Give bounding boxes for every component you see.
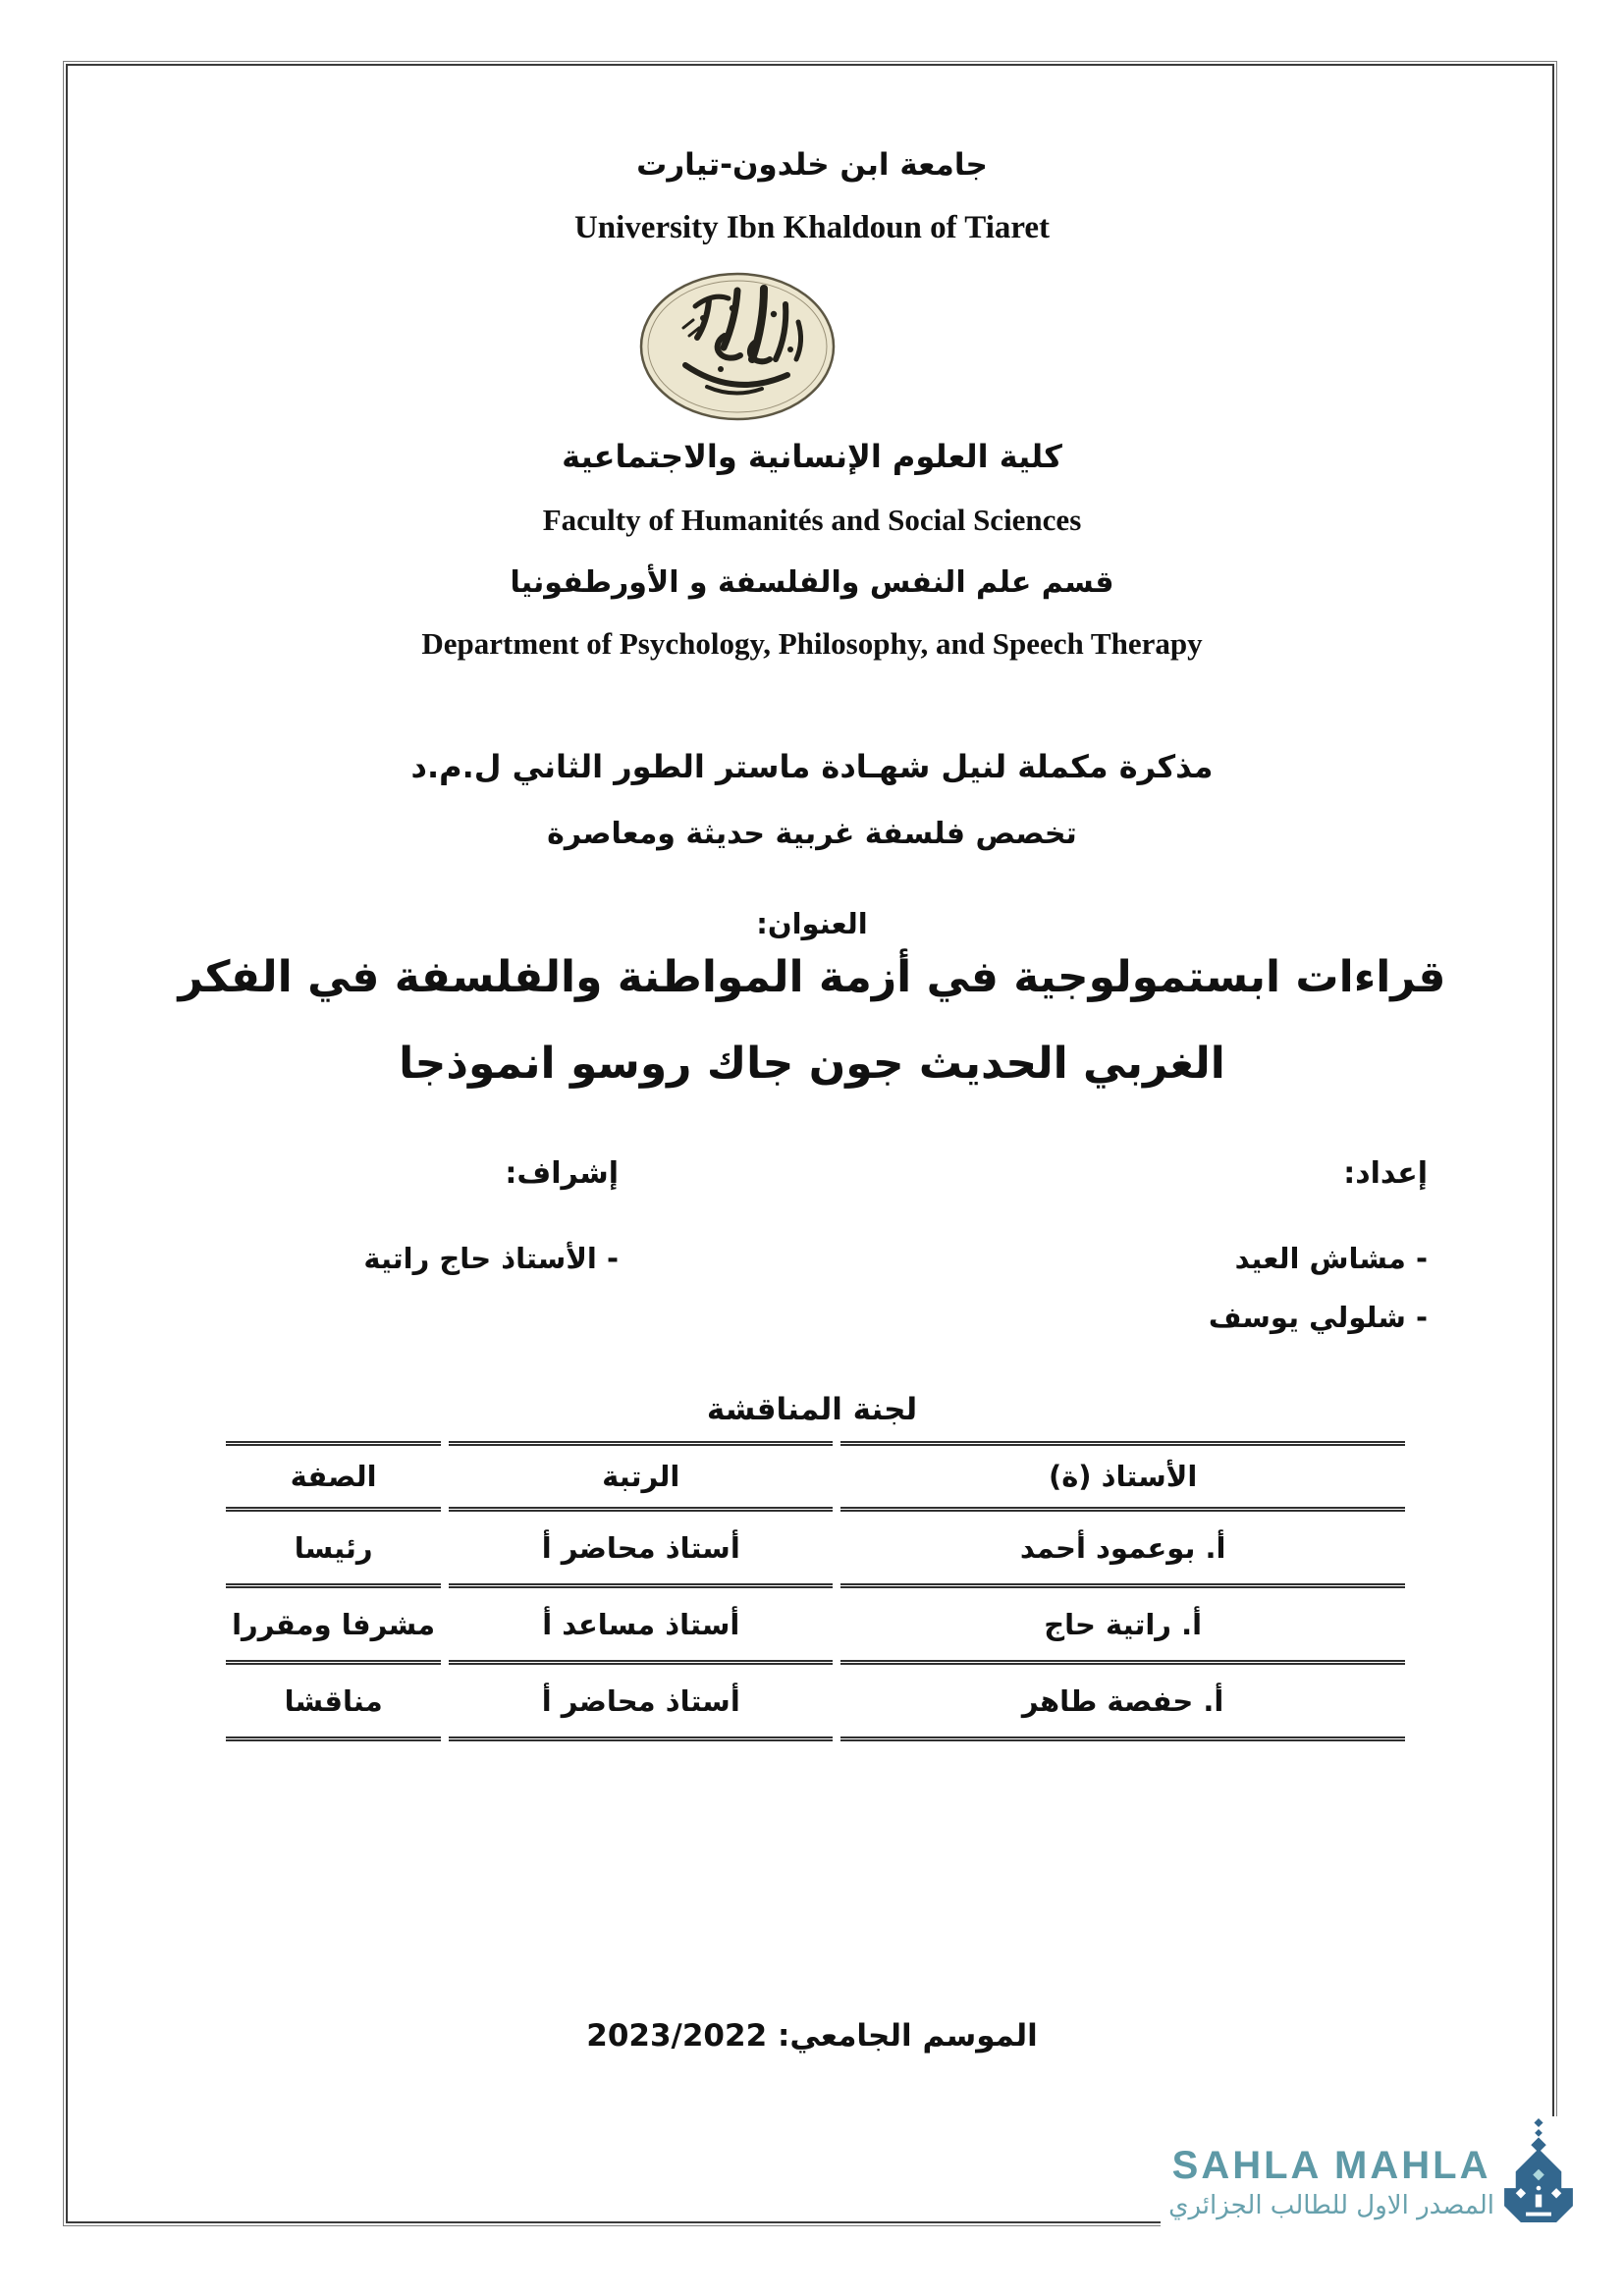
column-header-professor: الأستاذ (ة) (840, 1441, 1405, 1512)
committee-row-3 (226, 1665, 1405, 1741)
committee-cell-rank: أستاذ محاضر أ (449, 1512, 833, 1588)
committee-row-1 (226, 1512, 1405, 1588)
department-name-arabic: قسم علم النفس والفلسفة و الأورطفونيا (510, 565, 1114, 600)
committee-row-2 (226, 1588, 1405, 1665)
committee-cell-professor: أ. راتية حاج (840, 1588, 1405, 1665)
title-label: العنوان: (756, 907, 868, 940)
university-name-english: University Ibn Khaldoun of Tiaret (573, 210, 1051, 245)
student-name-1: - مشاش العيد (1234, 1242, 1428, 1275)
committee-cell-rank: أستاذ مساعد أ (449, 1588, 833, 1665)
university-seal-logo (638, 271, 837, 422)
committee-cell-professor: أ. حفصة طاهر (840, 1665, 1405, 1741)
sahla-mahla-tagline: المصدر الاول للطالب الجزائري (1168, 2191, 1494, 2220)
department-name-english: Department of Psychology, Philosophy, and Speech Therapy (421, 626, 1203, 661)
supervision-label: إشراف: (505, 1156, 619, 1191)
preparation-block (1209, 1156, 1428, 1334)
university-name-arabic: جامعة ابن خلدون-تيارت (636, 147, 988, 183)
committee-heading: لجنة المناقشة (706, 1392, 918, 1427)
committee-header-row (226, 1441, 1405, 1512)
thesis-title-line-2: الغربي الحديث جون جاك روسو انموذجا (399, 1039, 1225, 1089)
committee-cell-rank: أستاذ محاضر أ (449, 1665, 833, 1741)
supervision-block (363, 1156, 619, 1275)
speciality-line: تخصص فلسفة غربية حديثة ومعاصرة (547, 817, 1077, 851)
column-header-role: الصفة (226, 1441, 441, 1512)
committee-cell-role: مناقشا (226, 1665, 441, 1741)
committee-cell-role: مشرفا ومقررا (226, 1588, 441, 1665)
sahla-mahla-watermark (1161, 2116, 1579, 2228)
sahla-mahla-brand-name: SAHLA MAHLA (1171, 2144, 1491, 2187)
supervisor-name: - الأستاذ حاج راتية (363, 1242, 619, 1275)
thesis-title-line-1: قراءات ابستمولوجية في أزمة المواطنة والفلسفة في الفكر (178, 952, 1446, 1002)
committee-table (218, 1441, 1413, 1741)
academic-season-line: الموسم الجامعي: 2023/2022 (586, 2018, 1038, 2054)
sahla-mahla-text-block (1168, 2144, 1494, 2220)
column-header-rank: الرتبة (449, 1441, 833, 1512)
committee-cell-professor: أ. بوعمود أحمد (840, 1512, 1405, 1588)
memoir-degree-line: مذكرة مكملة لنيل شهـادة ماستر الطور الثاني ل.م.د (410, 748, 1214, 785)
student-name-2: - شلولي يوسف (1208, 1301, 1428, 1334)
faculty-name-arabic: كلية العلوم الإنسانية والاجتماعية (562, 438, 1062, 475)
committee-cell-role: رئيسا (226, 1512, 441, 1588)
preparation-label: إعداد: (1343, 1156, 1428, 1191)
kufic-ornament-icon (1500, 2118, 1577, 2222)
faculty-name-english: Faculty of Humanités and Social Sciences (542, 503, 1082, 537)
